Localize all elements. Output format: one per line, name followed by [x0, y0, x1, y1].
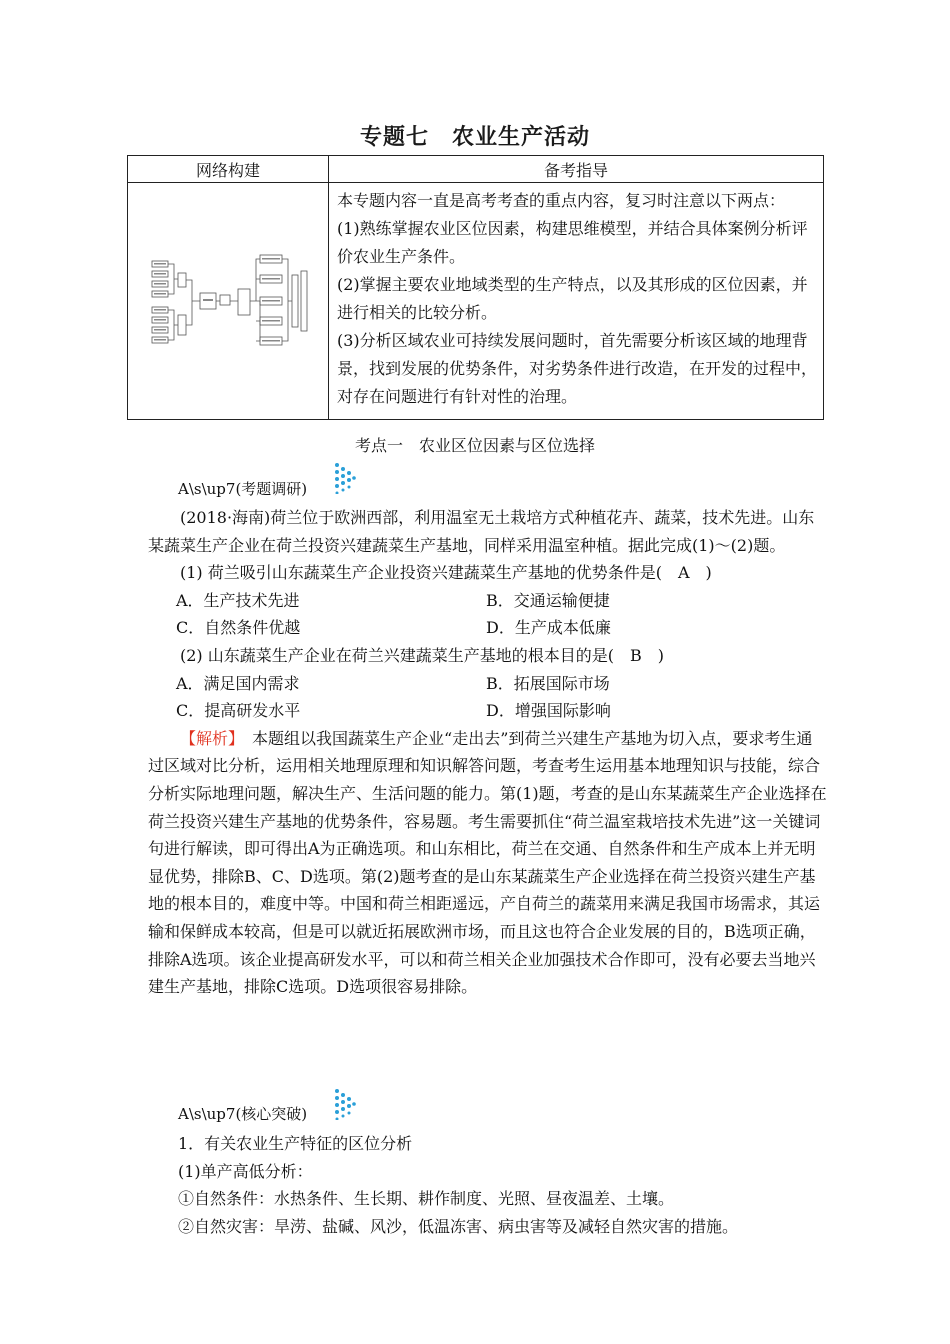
question-block — [148, 504, 828, 1001]
option-c: C．提高研发水平 — [176, 701, 301, 721]
analysis-text: 本题组以我国蔬菜生产企业“走出去”到荷兰兴建生产基地为切入点，要求考生通过区域对比分析，运用相关地理原理和知识解答问题，考查考生运用基本地理知识与技能，综合分析实际地理问题，解决生产、生活问题的能力。第(1)题，考查的是山东某蔬菜生产企业选择在荷兰投资兴建生产基地的优势条件，容易题。考生需要抓住“荷兰温室栽培技术先进”这一关键词句进行解读，即可得出A为正确选项。和山东相比，荷兰在交通、自然条件和生产成本上并无明显优势，排除B、C、D选项。第(2)题考查的是山东某蔬菜生产企业选择在荷兰投资兴建生产基地的根本目的，难度中等。中国和荷兰相距遥远，产自荷兰的蔬菜用来满足我国市场需求，其运输和保鲜成本较高，但是可以就近拓展欧洲市场，而且这也符合企业发展的目的，B选项正确，排除A选项。该企业提高研发水平，可以和荷兰相关企业加强技术合作即可，没有必要去当地兴建生产基地，排除C选项。D选项很容易排除。 — [148, 728, 827, 997]
page-title: 专题七 农业生产活动 — [359, 124, 590, 150]
question-2-options-row-1 — [148, 670, 828, 698]
analysis-label: 【解析】 — [180, 728, 237, 748]
core-breakthrough-label: A\s\up7(核心突破) — [178, 1105, 308, 1123]
question-1-options-row-1 — [148, 587, 828, 615]
option-d: D．增强国际影响 — [486, 701, 611, 721]
mind-map-image — [148, 249, 308, 349]
guide-paragraph: 本专题内容一直是高考考查的重点内容，复习时注意以下两点： — [337, 191, 786, 210]
option-a: A．生产技术先进 — [176, 590, 300, 610]
subheading-line: (1)单产高低分析： — [178, 1161, 313, 1181]
table-header-network: 网络构建 — [128, 156, 329, 183]
option-d: D．生产成本低廉 — [486, 618, 611, 638]
knowledge-network-diagram — [128, 183, 329, 420]
question-1-stem: (1) 荷兰吸引山东蔬菜生产企业投资兴建蔬菜生产基地的优势条件是( A ) — [180, 563, 712, 583]
guide-paragraph: (1)熟练掌握农业区位因素，构建思维模型，并结合具体案例分析评价农业生产条件。 — [337, 219, 808, 266]
core-breakthrough-block — [178, 1130, 828, 1240]
question-1-options-row-2 — [148, 614, 828, 642]
exam-research-label: A\s\up7(考题调研) — [178, 480, 308, 498]
chevron-right-icon — [334, 1088, 356, 1120]
analysis-paragraph — [148, 725, 828, 1001]
option-c: C．自然条件优越 — [176, 618, 301, 638]
guide-paragraph: (3)分析区域农业可持续发展问题时，首先需要分析该区域的地理背景，找到发展的优势条件，对劣势条件进行改造，在开发的过程中，对存在问题进行有针对性的治理。 — [337, 331, 818, 406]
list-item: ①自然条件：水热条件、生长期、耕作制度、光照、昼夜温差、土壤。 — [178, 1189, 675, 1209]
option-b: B．交通运输便捷 — [486, 590, 610, 610]
section-title: 考点一 农业区位因素与区位选择 — [354, 436, 595, 455]
question-2-options-row-2 — [148, 697, 828, 725]
option-b: B．拓展国际市场 — [486, 673, 610, 693]
chevron-right-icon — [334, 462, 356, 494]
question-2-stem: (2) 山东蔬菜生产企业在荷兰兴建蔬菜生产基地的根本目的是( B ) — [180, 645, 664, 665]
list-item: ②自然灾害：旱涝、盐碱、风沙，低温冻害、病虫害等及减轻自然灾害的措施。 — [178, 1216, 739, 1236]
guide-paragraph: (2)掌握主要农业地域类型的生产特点，以及其形成的区位因素，并进行相关的比较分析。 — [337, 275, 808, 322]
question-intro: (2018·海南)荷兰位于欧洲西部，利用温室无土栽培方式种植花卉、蔬菜，技术先进。山东某蔬菜生产企业在荷兰投资兴建蔬菜生产基地，同样采用温室种植。据此完成(1)～(2)题。 — [148, 508, 815, 555]
exam-guide-content — [329, 183, 824, 420]
table-header-guide: 备考指导 — [329, 156, 824, 183]
option-a: A．满足国内需求 — [176, 673, 300, 693]
overview-table — [127, 155, 824, 420]
heading-line: 1．有关农业生产特征的区位分析 — [178, 1134, 413, 1153]
